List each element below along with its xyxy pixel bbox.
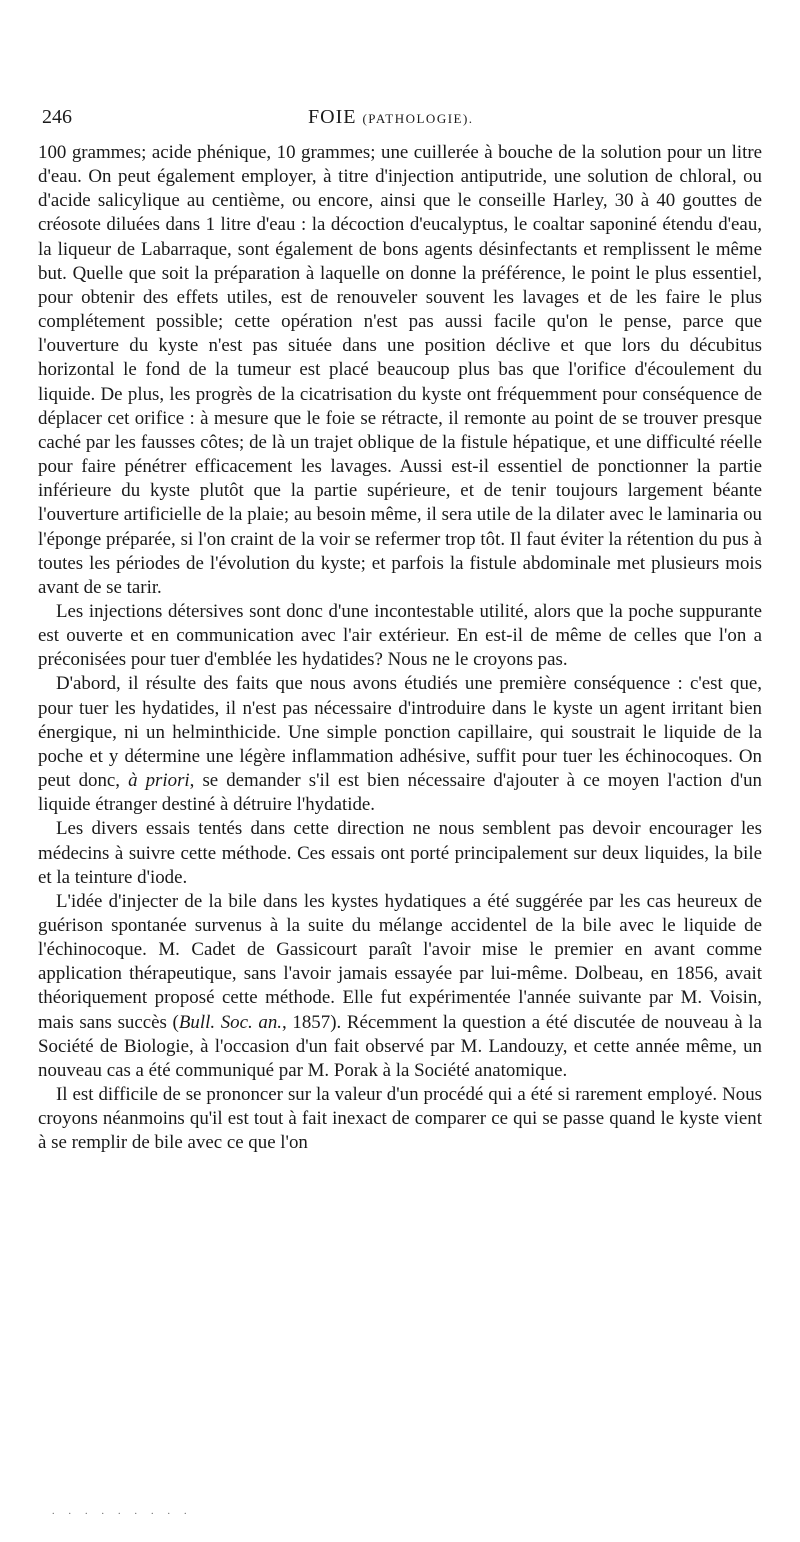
text-segment: D'abord, il résulte des faits que nous avons étudiés une première conséquence : c'est que, pour tuer les hydatides, il n'est pas nécessaire d'introduire dans le kyste un agent irritant bien énergique, ni un helminthicide. Une simple ponction capillaire, qui soustrait le liquide de la poche et y détermine une légère inflammation adhésive, suffit pour tuer les échinocoques. On peut donc, bbox=[38, 673, 762, 792]
text-segment: Les injections détersives sont donc d'une incontestable utilité, alors que la poche suppurante est ouverte et en communication avec l'air extérieur. En est-il de même de celles que l'on a préconisées pour tuer d'emblée les hydatides? Nous ne le croyons pas. bbox=[38, 600, 762, 671]
running-head bbox=[38, 106, 762, 138]
paragraph bbox=[38, 1083, 762, 1155]
paragraph bbox=[38, 672, 762, 817]
running-title-main: FOIE bbox=[308, 106, 357, 128]
footer-marks: ......... bbox=[52, 1506, 201, 1517]
text-segment: L'idée d'injecter de la bile dans les kystes hydatiques a été suggérée par les cas heureux de guérison spontanée survenus à la suite du mélange accidentel de la bile avec le liquide de l'échinocoque. M. Cadet de Gassicourt paraît l'avoir mise le premier en avant comme application thérapeutique, sans l'avoir jamais essayée par lui-même. Dolbeau, en 1856, avait théoriquement proposé cette méthode. Elle fut expérimentée l'année suivante par M. Voisin, mais sans succès ( bbox=[38, 890, 762, 1033]
text-segment: Les divers essais tentés dans cette direction ne nous semblent pas devoir encourager les médecins à suivre cette méthode. Ces essais ont porté principalement sur deux liquides, la bile et la teinture d'iode. bbox=[38, 818, 762, 888]
running-title-subtitle: (PATHOLOGIE). bbox=[362, 111, 474, 126]
paragraph bbox=[38, 141, 762, 600]
text-segment: , se demander s'il est bien nécessaire d'ajouter à ce moyen l'action d'un liquide étranger destiné à détruire l'hydatide. bbox=[38, 770, 762, 816]
page-number: 246 bbox=[42, 106, 72, 128]
italic-text: Bull. Soc. an. bbox=[178, 1011, 283, 1033]
italic-text: à priori bbox=[128, 770, 190, 792]
body-text bbox=[38, 141, 762, 1156]
document-page bbox=[38, 0, 762, 1542]
text-segment: 100 grammes; acide phénique, 10 grammes; une cuillerée à bouche de la solution pour un litre d'eau. On peut également employer, à titre d'injection antiputride, une solution de chloral, ou d'acide salicylique au centième, ou encore, ainsi que le conseille Harley, 30 à 40 gouttes de créosote diluées dans 1 litre d'eau : la décoction d'eucalyptus, le coaltar saponiné étendu d'eau, la liqueur de Labarraque, sont également de bons agents désinfectants et remplissent le même but. Quelle que soit la préparation à laquelle on donne la préférence, le point le plus essentiel, pour obtenir des effets utiles, est de renouveler souvent les lavages et de les faire le plus complétement possible; cette opération n'est pas aussi facile qu'on le pense, parce que l'ouverture du kyste n'est pas située dans une position déclive et que lors du décubitus horizontal le fond de la tumeur est placé beaucoup plus bas que l'orifice d'écoulement du liquide. De plus, les progrès de la cicatrisation du kyste ont fréquemment pour conséquence de déplacer cet orifice : à mesure que le foie se rétracte, il remonte au point de se trouver presque caché par les fausses côtes; de là un trajet oblique de la fistule hépatique, et une difficulté réelle pour faire pénétrer efficacement les lavages. Aussi est-il essentiel de ponctionner la partie inférieure du kyste plutôt que la partie supérieure, et de tenir toujours largement béante l'ouverture artificielle de la plaie; au besoin même, il sera utile de la dilater avec le laminaria ou l'éponge préparée, si l'on craint de la voir se refermer trop tôt. Il faut éviter la rétention du pus à toutes les périodes de l'évolution du kyste; et parfois la fistule abdominale met plusieurs mois avant de se tarir. bbox=[38, 142, 762, 598]
running-title bbox=[308, 106, 474, 129]
text-segment: , 1857). Récemment la question a été discutée de nouveau à la Société de Biologie, à l'occasion d'un fait observé par M. Landouzy, et cette année même, un nouveau cas a été communiqué par M. Porak à la Société anatomique. bbox=[38, 1011, 762, 1081]
paragraph bbox=[38, 600, 762, 672]
text-segment: Il est difficile de se prononcer sur la valeur d'un procédé qui a été si rarement employé. Nous croyons néanmoins qu'il est tout à fait inexact de comparer ce qui se passe quand le kyste vient à se remplir de bile avec ce que l'on bbox=[38, 1084, 762, 1154]
paragraph bbox=[38, 890, 762, 1083]
paragraph bbox=[38, 817, 762, 889]
